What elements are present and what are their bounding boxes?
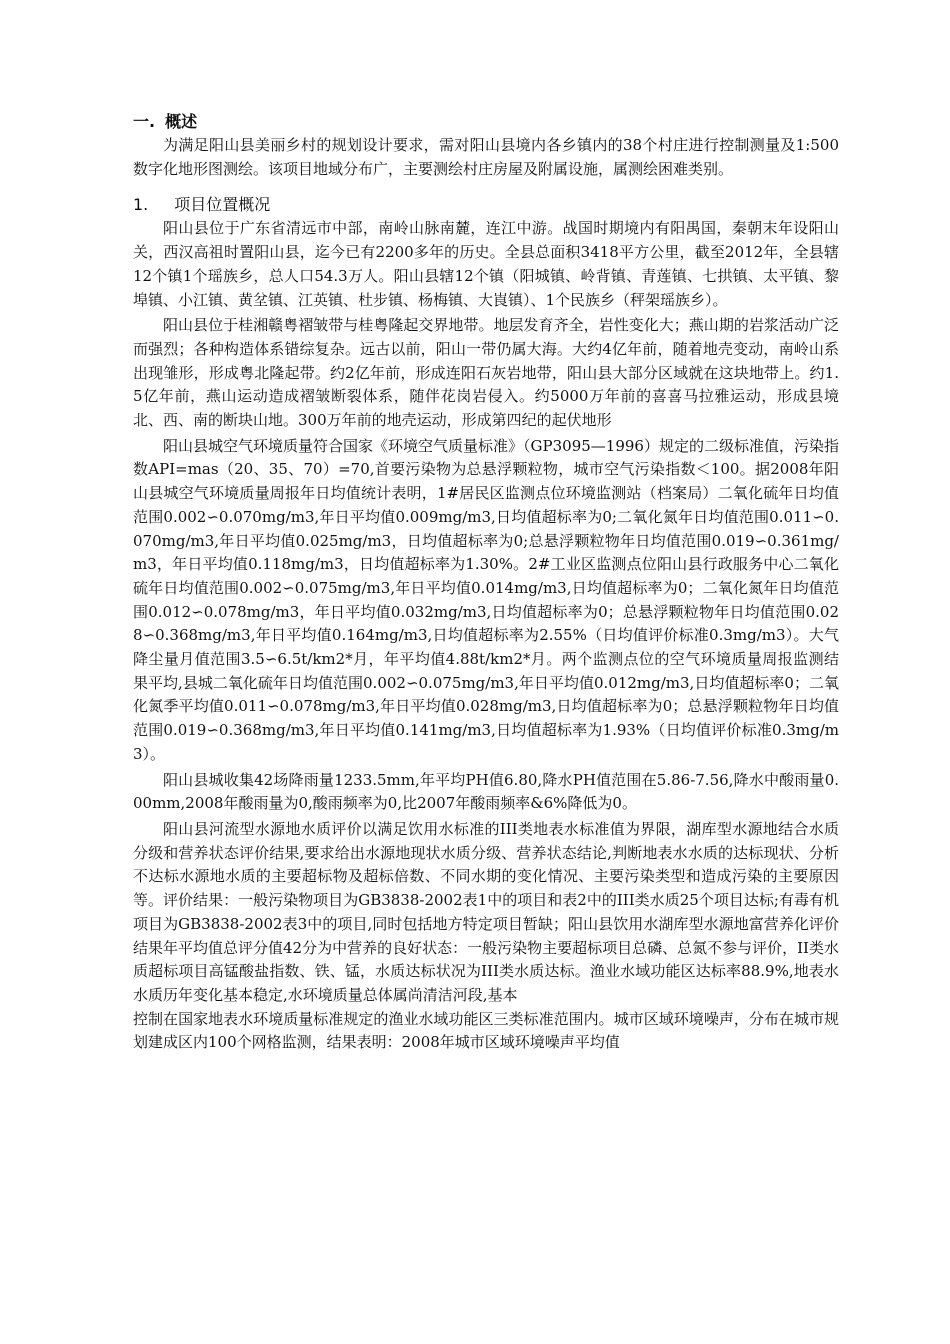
air-quality-paragraph: 阳山县城空气环境质量符合国家《环境空气质量标准》（GP3095—1996）规定的二级标准值，污染指数API=mas（20、35、70）=70,首要污染物为总悬浮颗粒物，城市空气污染指数＜100。据2008年阳山县城空气环境质量周报年日均值统计表明，1#居民区监测点位环境监测站（档案局）二氧化硫年日均值范围0.002∽0.070mg/m3,年日平均值0.009mg/m3,日均值超标率为0;二氧化氮年日均值范围0.011∽0.070mg/m3,年日平均值0.025mg/m3，日均值超标率为0;总悬浮颗粒物年日均值范围0.019∽0.361mg/m3，年日平均值0.118mg/m3，日均值超标率为1.30%。2#工业区监测点位阳山县行政服务中心二氧化硫年日均值范围0.002∽0.075mg/m3,年日平均值0.014mg/m3,日均值超标率为0；二氧化氮年日均值范围0.012∽0.078mg/m3，年日平均值0.032mg/m3,日均值超标率为0；总悬浮颗粒物年日均值范围0.028∽0.368mg/m3,年日平均值0.164mg/m3,日均值超标率为2.55%（日均值评价标准0.3mg/m3）。大气降尘量月值范围3.5∽6.5t/km2*月，年平均值4.88t/km2*月。两个监测点位的空气环境质量周报监测结果平均,县城二氧化硫年日均值范围0.002∽0.075mg/m3,年日平均值0.012mg/m3,日均值超标率0；二氧化氮季平均值0.011∽0.078mg/m3,年日平均值0.028mg/m3,日均值超标率为0；总悬浮颗粒物年日均值范围0.019∽0.368mg/m3,年日平均值0.141mg/m3,日均值超标率为1.93%（日均值评价标准0.3mg/m3）。 (133, 436, 839, 763)
section-heading-overview (133, 110, 839, 134)
geology-paragraph: 阳山县位于桂湘赣粤褶皱带与桂粤隆起交界地带。地层发育齐全，岩性变化大；燕山期的岩浆活动广泛而强烈；各种构造体系错综复杂。远古以前，阳山一带仍属大海。大约4亿年前，随着地壳变动，南岭山系出现雏形，形成粤北隆起带。约2亿年前，形成连阳石灰岩地带，阳山县大部分区域就在这块地带上。约1.5亿年前，燕山运动造成褶皱断裂体系，随伴花岗岩侵入。约5000万年前的喜喜马拉雅运动，形成县境北、西、南的断块山地。300万年前的地壳运动，形成第四纪的起伏地形 (133, 316, 839, 430)
noise-paragraph: 控制在国家地表水环境质量标准规定的渔业水域功能区三类标准范围内。城市区域环境噪声，分布在城市规划建成区内100个网格监测，结果表明：2008年城市区域环境噪声平均值 (133, 1009, 839, 1052)
location-paragraph: 阳山县位于广东省清远市中部，南岭山脉南麓，连江中游。战国时期境内有阳禺国，秦朝末年设阳山关，西汉高祖时置阳山县，迄今已有2200多年的历史。全县总面积3418平方公里，截至2012年，全县辖12个镇1个瑶族乡，总人口54.3万人。阳山县辖12个镇（阳城镇、岭背镇、青莲镇、七拱镇、太平镇、黎埠镇、小江镇、黄坌镇、江英镇、杜步镇、杨梅镇、大崀镇）、1个民族乡（秤架瑶族乡）。 (133, 219, 839, 309)
overview-paragraph: 为满足阳山县美丽乡村的规划设计要求，需对阳山县境内各乡镇内的38个村庄进行控制测量及1:500数字化地形图测绘。该项目地域分布广，主要测绘村庄房屋及附属设施，属测绘困难类别。 (133, 136, 839, 178)
water-quality-paragraph: 阳山县河流型水源地水质评价以满足饮用水标准的III类地表水标准值为界限，湖库型水源地结合水质分级和营养状态评价结果,要求给出水源地现状水质分级、营养状态结论,判断地表水水质的达标现状、分析不达标水源地水质的主要超标物及超标倍数、不同水期的变化情况、主要污染类型和造成污染的主要原因等。评价结果：一般污染物项目为GB3838-2002表1中的项目和表2中的III类水质25个项目达标;有毒有机项目为GB3838-2002表3中的项目,同时包括地方特定项目暂缺；阳山县饮用水湖库型水源地富营养化评价结果年平均值总评分值42分为中营养的良好状态：一般污染物主要超标项目总磷、总氮不参与评价，II类水质超标项目高锰酸盐指数、铁、锰，水质达标状况为III类水质达标。渔业水域功能区达标率88.9%,地表水水质历年变化基本稳定,水环境质量总体属尚清洁河段,基本 (133, 819, 839, 1004)
section-number: 一. (133, 112, 156, 131)
rainfall-paragraph: 阳山县城收集42场降雨量1233.5mm,年平均PH值6.80,降水PH值范围在5.86-7.56,降水中酸雨量0.00mm,2008年酸雨量为0,酸雨频率为0,比2007年酸雨频率&6%降低为0。 (133, 770, 839, 813)
subsection-title: 项目位置概况 (174, 195, 271, 215)
subsection-number: 1. (133, 195, 149, 215)
section-heading-location (133, 193, 839, 217)
section-title: 概述 (165, 112, 198, 131)
document-page (133, 110, 839, 1055)
